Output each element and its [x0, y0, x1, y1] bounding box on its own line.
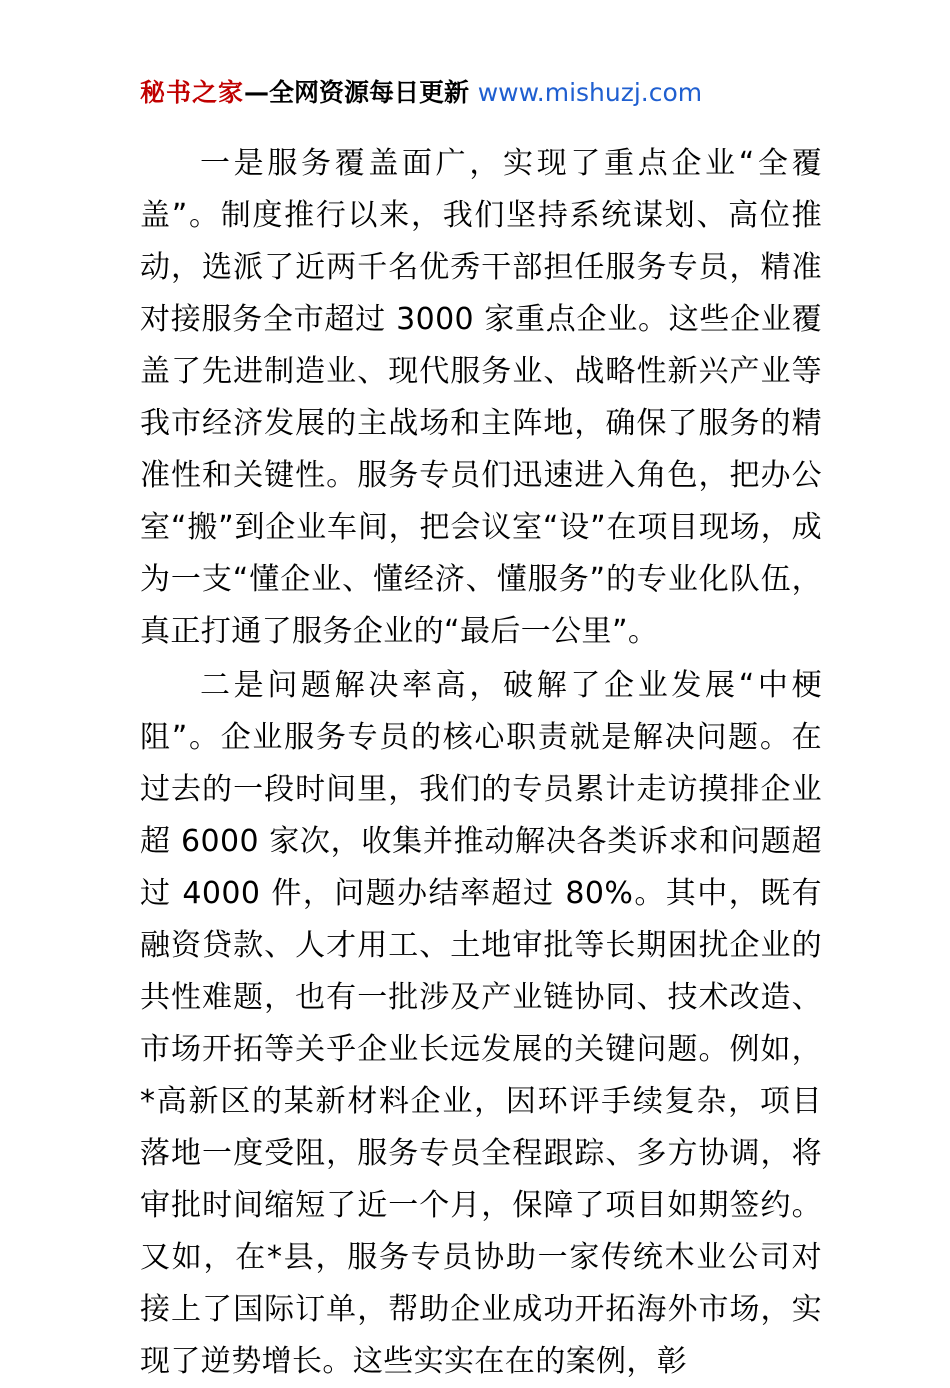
document-body [140, 138, 822, 1388]
site-tagline: —全网资源每日更新 [244, 78, 478, 107]
site-url-link[interactable]: www.mishuzj.com [477, 78, 703, 107]
site-watermark-header [140, 78, 822, 108]
paragraph-one: 一是服务覆盖面广，实现了重点企业“全覆盖”。制度推行以来，我们坚持系统谋划、高位推动，选派了近两千名优秀干部担任服务专员，精准对接服务全市超过 3000 家重点企业。这些企业覆盖了先进制造业、现代服务业、战略性新兴产业等我市经济发展的主战场和主阵地，确保了服务的精准性和关键性。服务专员们迅速进入角色，把办公室“搬”到企业车间，把会议室“设”在项目现场，成为一支“懂企业、懂经济、懂服务”的专业化队伍，真正打通了服务企业的“最后一公里”。 [140, 146, 822, 649]
paragraph-two: 二是问题解决率高，破解了企业发展“中梗阻”。企业服务专员的核心职责就是解决问题。在过去的一段时间里，我们的专员累计走访摸排企业超 6000 家次，收集并推动解决各类诉求和问题超过 4000 件，问题办结率超过 80%。其中，既有融资贷款、人才用工、土地审批等长期困扰企业的共性难题，也有一批涉及产业链协同、技术改造、市场开拓等关乎企业长远发展的关键问题。例如，*高新区的某新材料企业，因环评手续复杂，项目落地一度受阻，服务专员全程跟踪、多方协调，将审批时间缩短了近一个月，保障了项目如期签约。又如，在*县，服务专员协助一家传统木业公司对接上了国际订单，帮助企业成功开拓海外市场，实现了逆势增长。这些实实在在的案例，彰 [140, 668, 822, 1379]
site-brand-name: 秘书之家 [140, 78, 245, 107]
